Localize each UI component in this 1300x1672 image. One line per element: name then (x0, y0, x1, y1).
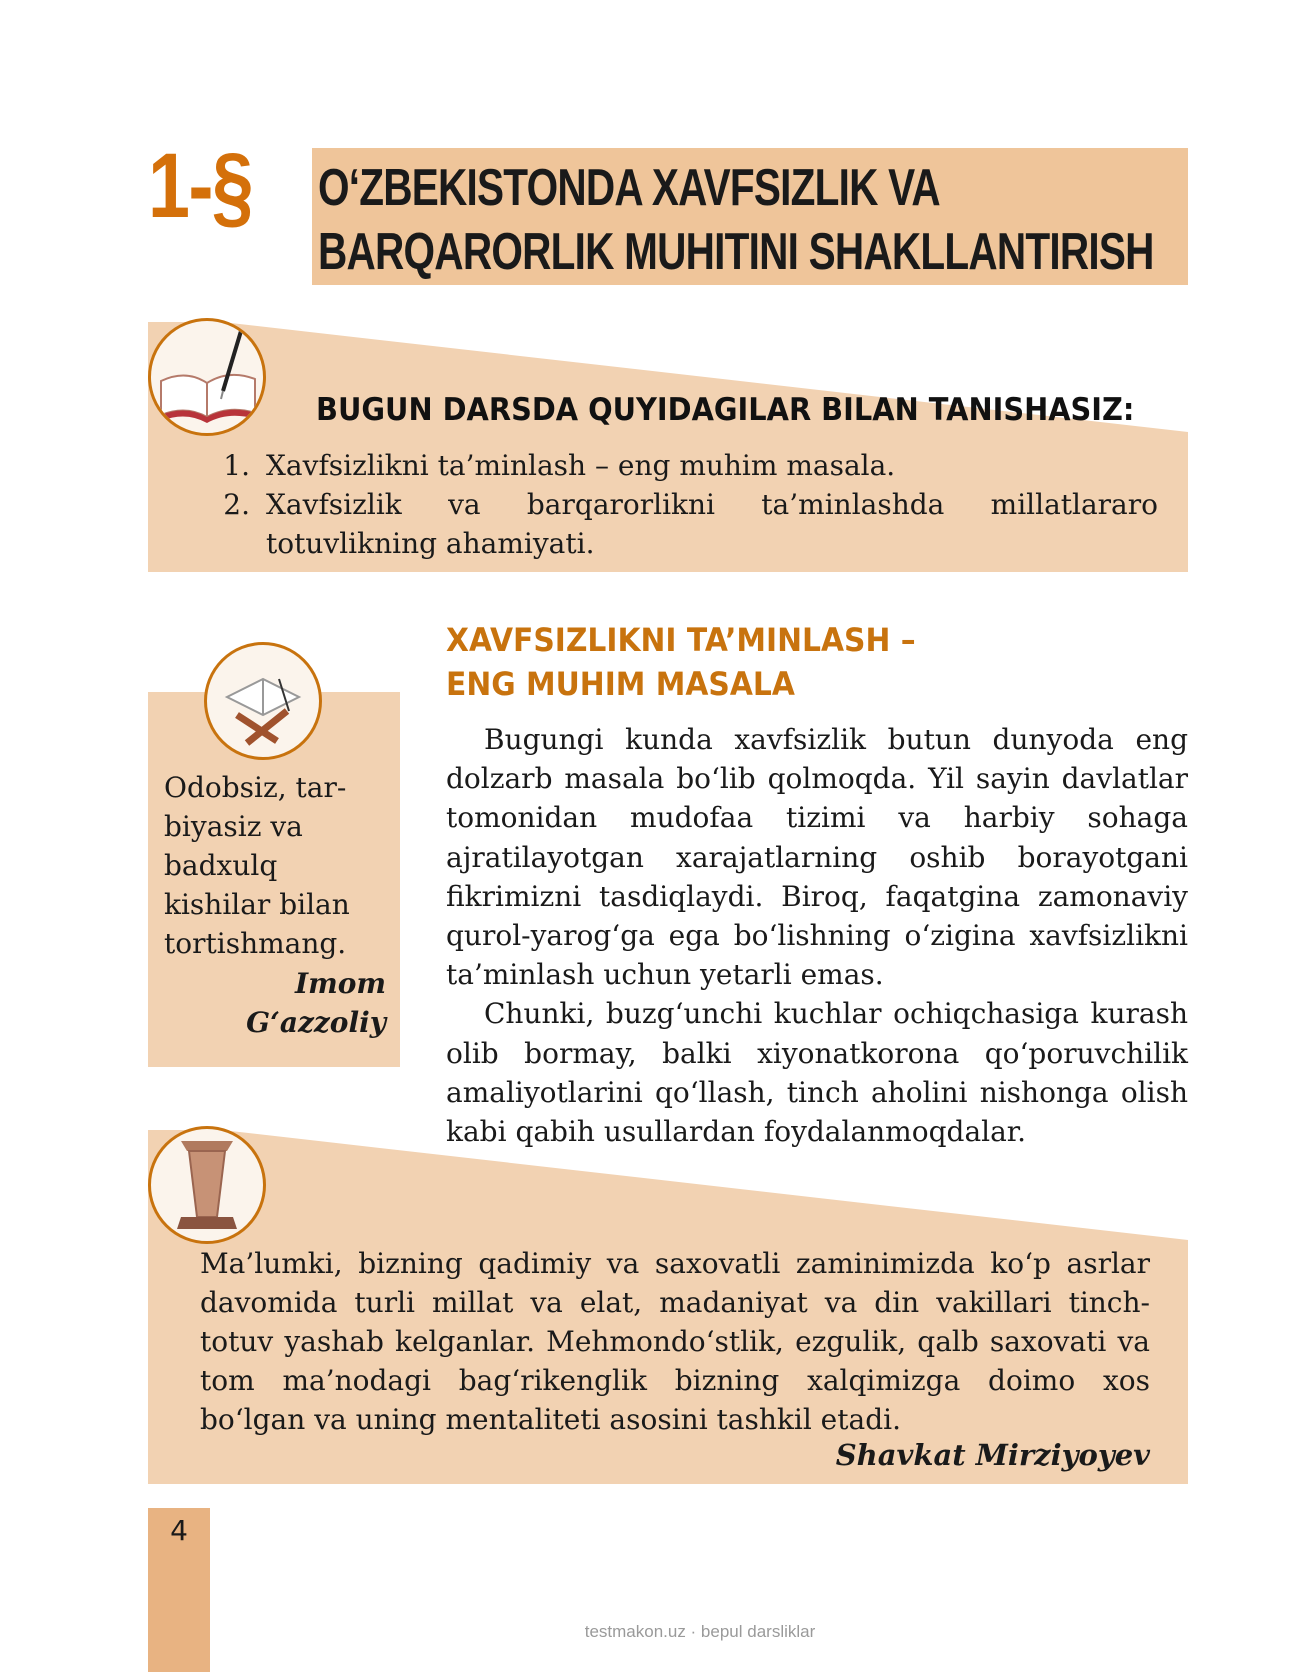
quote-author-line-1: Imom (294, 967, 386, 1000)
section-number: 1-§ (148, 135, 253, 237)
section-heading-line-2: ENG MUHIM MASALA (446, 665, 795, 703)
quote-author-line-2: G‘azzoliy (246, 1006, 386, 1039)
paragraph-1: Bugungi kunda xavfsizlik butun dunyoda eng dolzarb masala bo‘lib qolmoqda. Yil sayin davlatlar tomonidan mudofaa tizimi va harbiy sohaga ajratilayotgan xarajatlarning oshib borayotgani fikrimizni tasdiqlaydi. Biroq, faqatgina zamonaviy qurol-yarog‘ga ega bo‘lishning o‘zigina xavfsizlikni ta’minlash uchun yetarli emas. (446, 723, 1188, 992)
objectives-heading: BUGUN DARSDA QUYIDAGILAR BILAN TANISHASIZ: (316, 392, 1135, 428)
list-item-text: Xavfsizlik va barqarorlikni ta’minlashda millatlararo totuvlikning ahamiyati. (266, 488, 1158, 560)
podium-icon (148, 1126, 266, 1244)
quote-text: Odobsiz, tar-biyasiz va badxulq kishilar bilan tortishmang. (164, 771, 350, 960)
objectives-list (196, 446, 1158, 563)
list-item (196, 485, 1158, 563)
section-body (446, 720, 1188, 1151)
citation-text: Ma’lumki, bizning qadimiy va saxovatli zaminimizda ko‘p asrlar davomida turli millat va elat, madaniyat va din vakillari tinch-totuv yashab kelganlar. Mehmondo‘stlik, ezgulik, qalb saxovati va tom ma’nodagi bag‘rikenglik bizning xalqimizga doimo xos bo‘lgan va uning mentaliteti asosini tashkil etadi. (200, 1247, 1150, 1436)
book-on-stand-icon (204, 642, 322, 760)
footer-watermark: testmakon.uz · bepul darsliklar (584, 1622, 816, 1641)
open-book-with-pen-icon (148, 318, 266, 436)
quote-author (164, 964, 386, 1042)
list-item-number: 1. (223, 449, 250, 482)
citation-author: Shavkat Mirziyoyev (835, 1438, 1150, 1472)
list-item-text: Xavfsizlikni ta’minlash – eng muhim masala. (266, 449, 896, 482)
page-number: 4 (170, 1514, 188, 1547)
title-line-1: O‘ZBEKISTONDA XAVFSIZLIK VA (318, 159, 940, 217)
list-item (196, 446, 1158, 485)
section-heading (446, 618, 1097, 706)
list-item-number: 2. (223, 488, 250, 521)
paragraph-2: Chunki, buzg‘unchi kuchlar ochiqchasiga kurash olib bormay, balki xiyonatkorona qo‘poruvchilik amaliyotlarini qo‘llash, tinch aholini nishonga olish kabi qabih usullardan foydalanmoqdalar. (446, 997, 1188, 1149)
title-line-2: BARQARORLIK MUHITINI SHAKLLANTIRISH (318, 223, 1154, 281)
section-heading-line-1: XAVFSIZLIKNI TA’MINLASH – (446, 621, 916, 659)
